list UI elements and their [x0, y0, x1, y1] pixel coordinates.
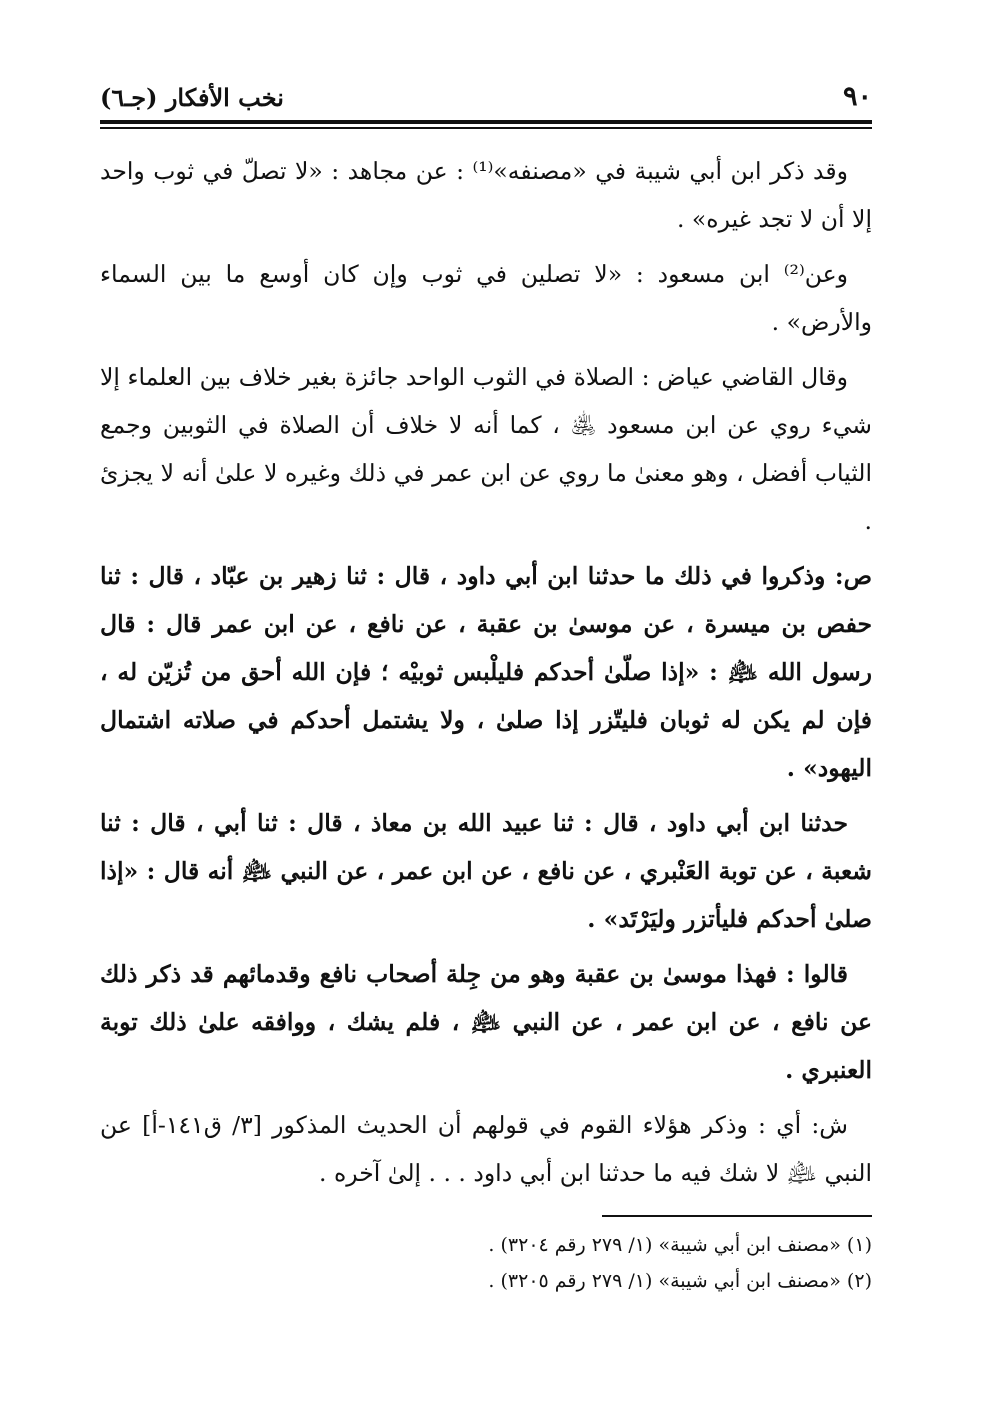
page-number: ٩٠ [842, 81, 872, 112]
paragraph-ibn-masud: وعن⁽²⁾ ابن مسعود : «لا تصلين في ثوب وإن كان أوسع ما بين السماء والأرض» . [100, 259, 872, 336]
paragraph-second-chain: حدثنا ابن أبي داود ، قال : ثنا عبيد الله بن معاذ ، قال : ثنا أبي ، قال : ثنا شعبة ، عن توبة العَنْبري ، عن نافع ، عن ابن عمر ، عن النبي ﵇ أنه قال : «إذا صلىٰ أحدكم فليأتزر وليَرْتَد» . [100, 808, 872, 933]
running-title: نخب الأفكار (جـ٦) [100, 83, 284, 112]
paragraph-ibn-abi-shaybah: وقد ذكر ابن أبي شيبة في «مصنفه»⁽¹⁾ : عن مجاهد : «لا تصلّ في ثوب واحد إلا أن لا تجد غيره» . [100, 156, 872, 233]
footnote-2: (٢) «مصنف ابن أبي شيبة» (١/ ٢٧٩ رقم ٣٢٠٥) . [488, 1269, 872, 1292]
paragraph-sad-hadith: ص: وذكروا في ذلك ما حدثنا ابن أبي داود ، قال : ثنا زهير بن عبّاد ، قال : ثنا حفص بن ميسرة ، عن موسىٰ بن عقبة ، عن نافع ، عن ابن عمر قال : قال رسول الله ﵇ : «إذا صلّىٰ أحدكم فليلْبس ثوبيْه ؛ فإن الله أحق من تُزيّن له ، فإن لم يكن له ثوبان فليتّزر إذا صلىٰ ، ولا يشتمل أحدكم في صلاته اشتمال اليهود» . [100, 561, 872, 782]
header-rule-thin [100, 127, 872, 129]
page-header [100, 70, 872, 116]
body-text [100, 147, 872, 1197]
paragraph-qalu: قالوا : فهذا موسىٰ بن عقبة وهو من جِلة أصحاب نافع وقدمائهم قد ذكر ذلك عن نافع ، عن ابن عمر ، عن النبي ﵇ ، فلم يشك ، ووافقه علىٰ ذلك توبة العنبري . [100, 959, 872, 1084]
header-rule-thick [100, 120, 872, 124]
paragraph-qadi-iyad: وقال القاضي عياض : الصلاة في الثوب الواحد جائزة بغير خلاف بين العلماء إلا شيء روي عن ابن مسعود ﵁ ، كما أنه لا خلاف أن الصلاة في الثوبين وجمع الثياب أفضل ، وهو معنىٰ ما روي عن ابن عمر في ذلك وغيره لا علىٰ أنه لا يجزئ . [100, 362, 873, 535]
paragraph-sharh: ش: أي : وذكر هؤلاء القوم في قولهم أن الحديث المذكور [٣/ ق١٤١-أ] عن النبي ﵇ لا شك فيه ما حدثنا ابن أبي داود . . . إلىٰ آخره . [100, 1110, 872, 1187]
document-page [100, 70, 872, 1410]
footnote-1: (١) «مصنف ابن أبي شيبة» (١/ ٢٧٩ رقم ٣٢٠٤) . [488, 1233, 872, 1256]
footnote-separator [602, 1215, 872, 1217]
